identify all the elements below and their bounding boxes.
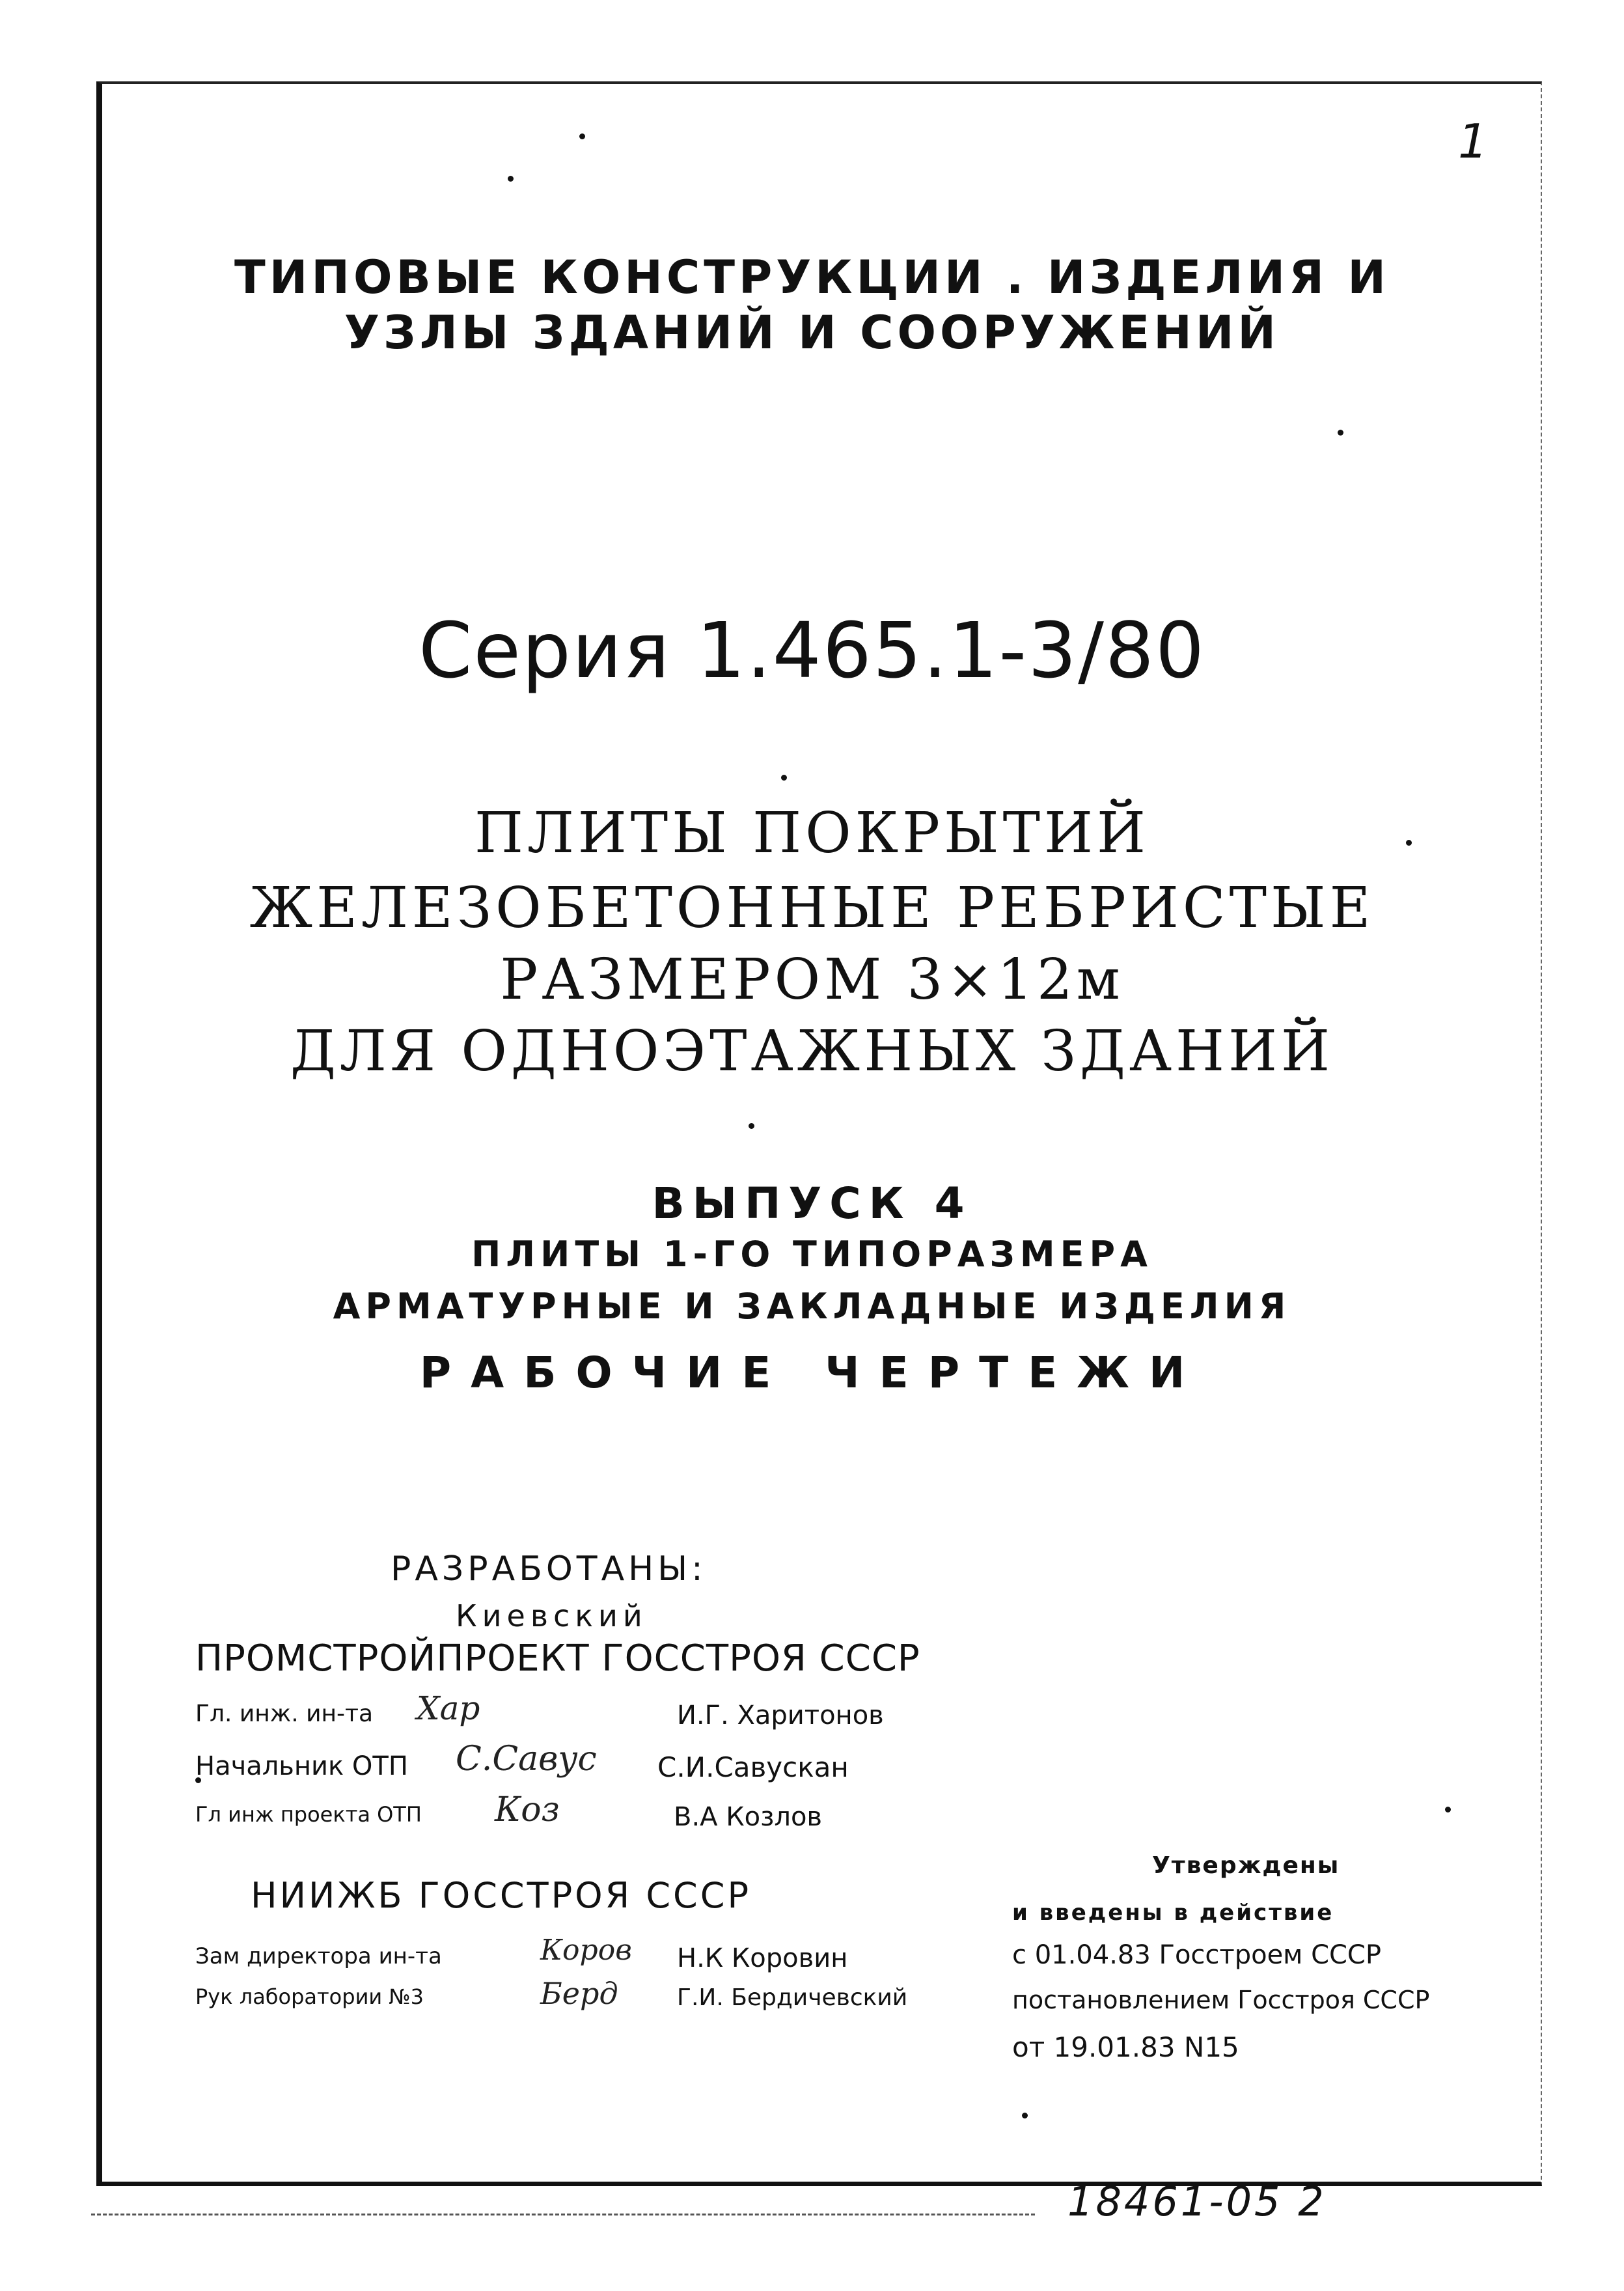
name-korovin: Н.К Коровин — [677, 1943, 848, 1973]
approval-line-1: Утверждены — [1152, 1852, 1340, 1879]
title-line-3: РАЗМЕРОМ 3×12м — [500, 947, 1124, 1012]
approval-line-3: с 01.04.83 Госстроем СССР — [1012, 1940, 1381, 1970]
scan-speck — [749, 1123, 754, 1129]
issue-line-2: АРМАТУРНЫЕ И ЗАКЛАДНЫЕ ИЗДЕЛИЯ — [333, 1286, 1291, 1327]
signature-deputy-director: Коров — [540, 1934, 632, 1967]
name-kharitonov: И.Г. Харитонов — [677, 1701, 884, 1730]
signature-chief-engineer: Хар — [417, 1689, 480, 1727]
issue-line-3: РАБОЧИЕ ЧЕРТЕЖИ — [419, 1348, 1205, 1398]
scan-speck — [508, 176, 514, 182]
title-line-4: ДЛЯ ОДНОЭТАЖНЫХ ЗДАНИЙ — [290, 1019, 1334, 1084]
role-deputy-director: Зам директора ин-та — [195, 1943, 442, 1969]
signature-lab-head: Берд — [540, 1976, 618, 2011]
role-chief-project-engineer: Гл инж проекта ОТП — [195, 1802, 422, 1827]
page-number: 1 — [1458, 114, 1488, 169]
scan-speck — [1022, 2113, 1028, 2118]
org1-name: ПРОМСТРОЙПРОЕКТ ГОССТРОЯ СССР — [195, 1637, 920, 1680]
footer-code: 18461-05 2 — [1067, 2178, 1327, 2225]
scan-speck — [1445, 1807, 1451, 1812]
org1-city: Киевский — [456, 1598, 648, 1633]
name-savuskan: С.И.Савускан — [657, 1751, 849, 1783]
name-berdichevsky: Г.И. Бердичевский — [677, 1984, 908, 2011]
title-line-1: ПЛИТЫ ПОКРЫТИЙ — [475, 801, 1149, 866]
signature-chief-project-engineer: Коз — [495, 1790, 560, 1829]
approval-line-5: от 19.01.83 N15 — [1012, 2031, 1239, 2063]
series-number: Серия 1.465.1-3/80 — [418, 605, 1206, 695]
header-line-1: ТИПОВЫЕ КОНСТРУКЦИИ . ИЗДЕЛИЯ И — [234, 251, 1390, 304]
org2-name: НИИЖБ ГОССТРОЯ СССР — [251, 1875, 752, 1916]
issue-line-1: ПЛИТЫ 1-ГО ТИПОРАЗМЕРА — [471, 1234, 1153, 1275]
role-head-otp: Начальник ОТП — [195, 1751, 408, 1781]
approval-line-4: постановлением Госстроя СССР — [1012, 1986, 1430, 2014]
role-chief-engineer: Гл. инж. ин-та — [195, 1701, 374, 1727]
title-line-2: ЖЕЛЕЗОБЕТОННЫЕ РЕБРИСТЫЕ — [249, 876, 1375, 941]
footer-rule — [91, 2214, 1035, 2215]
signature-head-otp: С.Савус — [456, 1740, 597, 1779]
issue-label: ВЫПУСК 4 — [652, 1178, 972, 1229]
scan-speck — [781, 775, 787, 781]
approval-line-2: и введены в действие — [1012, 1900, 1334, 1926]
header-line-2: УЗЛЫ ЗДАНИЙ И СООРУЖЕНИЙ — [344, 306, 1280, 359]
scan-speck — [579, 133, 585, 139]
developers-heading: РАЗРАБОТАНЫ: — [391, 1549, 707, 1589]
name-kozlov: В.А Козлов — [674, 1802, 822, 1832]
role-lab-head: Рук лаборатории №3 — [195, 1984, 424, 2009]
scan-speck — [1338, 430, 1343, 436]
